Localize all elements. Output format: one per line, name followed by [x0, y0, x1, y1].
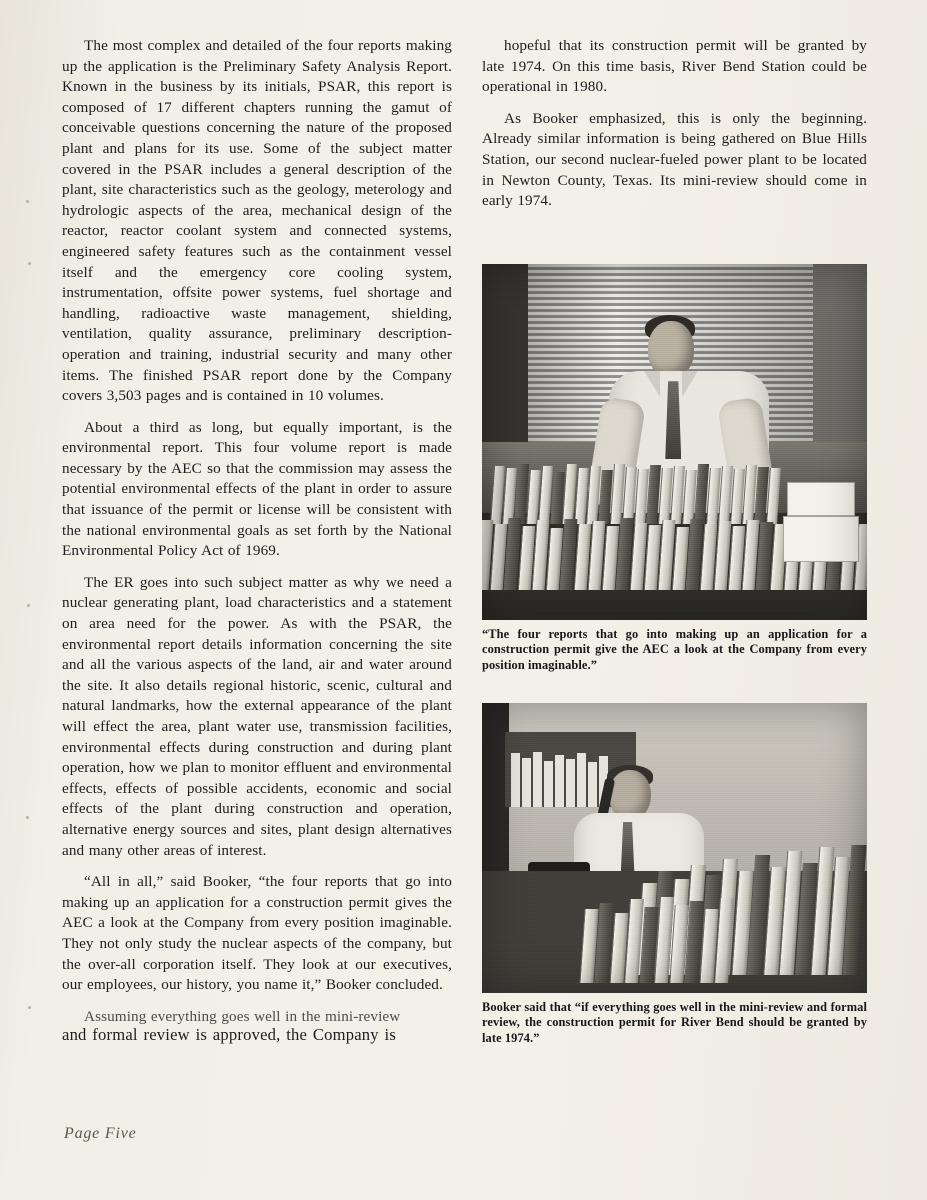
shirt-collar-right: [682, 371, 698, 397]
left-wall: [482, 264, 528, 463]
continuation-line: and formal review is approved, the Company is: [62, 1025, 397, 1045]
paper-stack-right: [783, 516, 859, 562]
right-text-column: [482, 36, 867, 1046]
paragraph: As Booker emphasized, this is only the beginning. Already similar information is being gathered on Blue Hills Station, our second nuclear-fueled power plant to be located in Newton County, Texas. Its mini-review should come in early 1974.: [482, 109, 867, 210]
subject-head: [609, 770, 651, 820]
page-number: Page Five: [64, 1125, 137, 1142]
paragraph: About a third as long, but equally important, is the environmental report. This four volume report is made necessary by the AEC so that the commission may assess the potential environmental effects of the plant in order to assure that issuance of the permit or license will be consistent with the national environmental goals as set forth by the National Environmental Policy Act of 1969.: [62, 418, 452, 560]
paragraph: The ER goes into such subject matter as why we need a nuclear generating plant, load characteristics and a statement on area need for the power. As with the PSAR, the environmental report details information concerning the site and all the various aspects of the land, air and water around the site. It also details regional historic, scenic, cultural and natural landmarks, how the external appearance of the plant will effect the area, plant water use, transmission facilities, environmental effects during construction and during plant operation, how we plan to monitor effluent and environmental effects, effects of possible accidents, economic and social effects of the plant during construction and operation, alternative energy sources and sites, plant design alternatives and many other areas of interest.: [62, 573, 452, 859]
faded-overprint-line: Assuming everything goes well in the mini-review: [84, 1007, 401, 1025]
binder-stack-row-front: [582, 897, 732, 983]
paper-stack-right-upper: [787, 482, 855, 516]
paragraph: hopeful that its construction permit will be granted by late 1974. On this time basis, River Bend Station could be operational in 1980.: [482, 37, 867, 96]
paragraph: “All in all,” said Booker, “the four reports that go into making up an application for a construction permit gives the AEC a look at the Company from every position imaginable. They not only study the nuclear aspects of the company, but the over-all corporation itself. They look at our executives, our employees, our history, you name it,” Booker concluded.: [62, 873, 452, 994]
shirt-collar-left: [644, 371, 660, 397]
man-standing-behind-binder-stacks-photo: [482, 264, 867, 620]
paragraph: The most complex and detailed of the four reports making up the application is the Preliminary Safety Analysis Report. Known in the business by its initials, PSAR, this report is composed of 17 different chapters running the gamut of conceivable questions concerning the nature of the proposed plant and plans for its use. Some of the subject matter covered in the PSAR includes a general description of the plant, site characteristics such as the geology, meterology and hydrologic aspects of the area, mechanical design of the reactor, reactor coolant system and connected systems, engineered safety features such as the containment vessel itself and the emergency core cooling system, instrumentation, offsite power systems, fuel shortage and handling, radioactive waste management, shielding, ventilation, quality assurance, preliminary description-operation and training, industrial security and many other items. The finished PSAR report done by the Company covers 3,503 pages and is contained in 10 volumes.: [62, 37, 452, 405]
man-on-telephone-behind-binders-photo: [482, 703, 867, 993]
binder-stack-row-back: [492, 464, 780, 524]
photo-1-caption: “The four reports that go into making up an application for a construction permit give the AEC a look at the Company from every position imaginable.”: [482, 626, 867, 672]
photo-2-caption: Booker said that “if everything goes well in the mini-review and formal review, the construction permit for River Bend should be granted by late 1974.”: [482, 999, 867, 1045]
margin-speckles: [26, 200, 34, 1050]
left-text-column: [62, 36, 452, 1057]
subject-head: [648, 321, 694, 377]
right-wall: [813, 264, 867, 463]
